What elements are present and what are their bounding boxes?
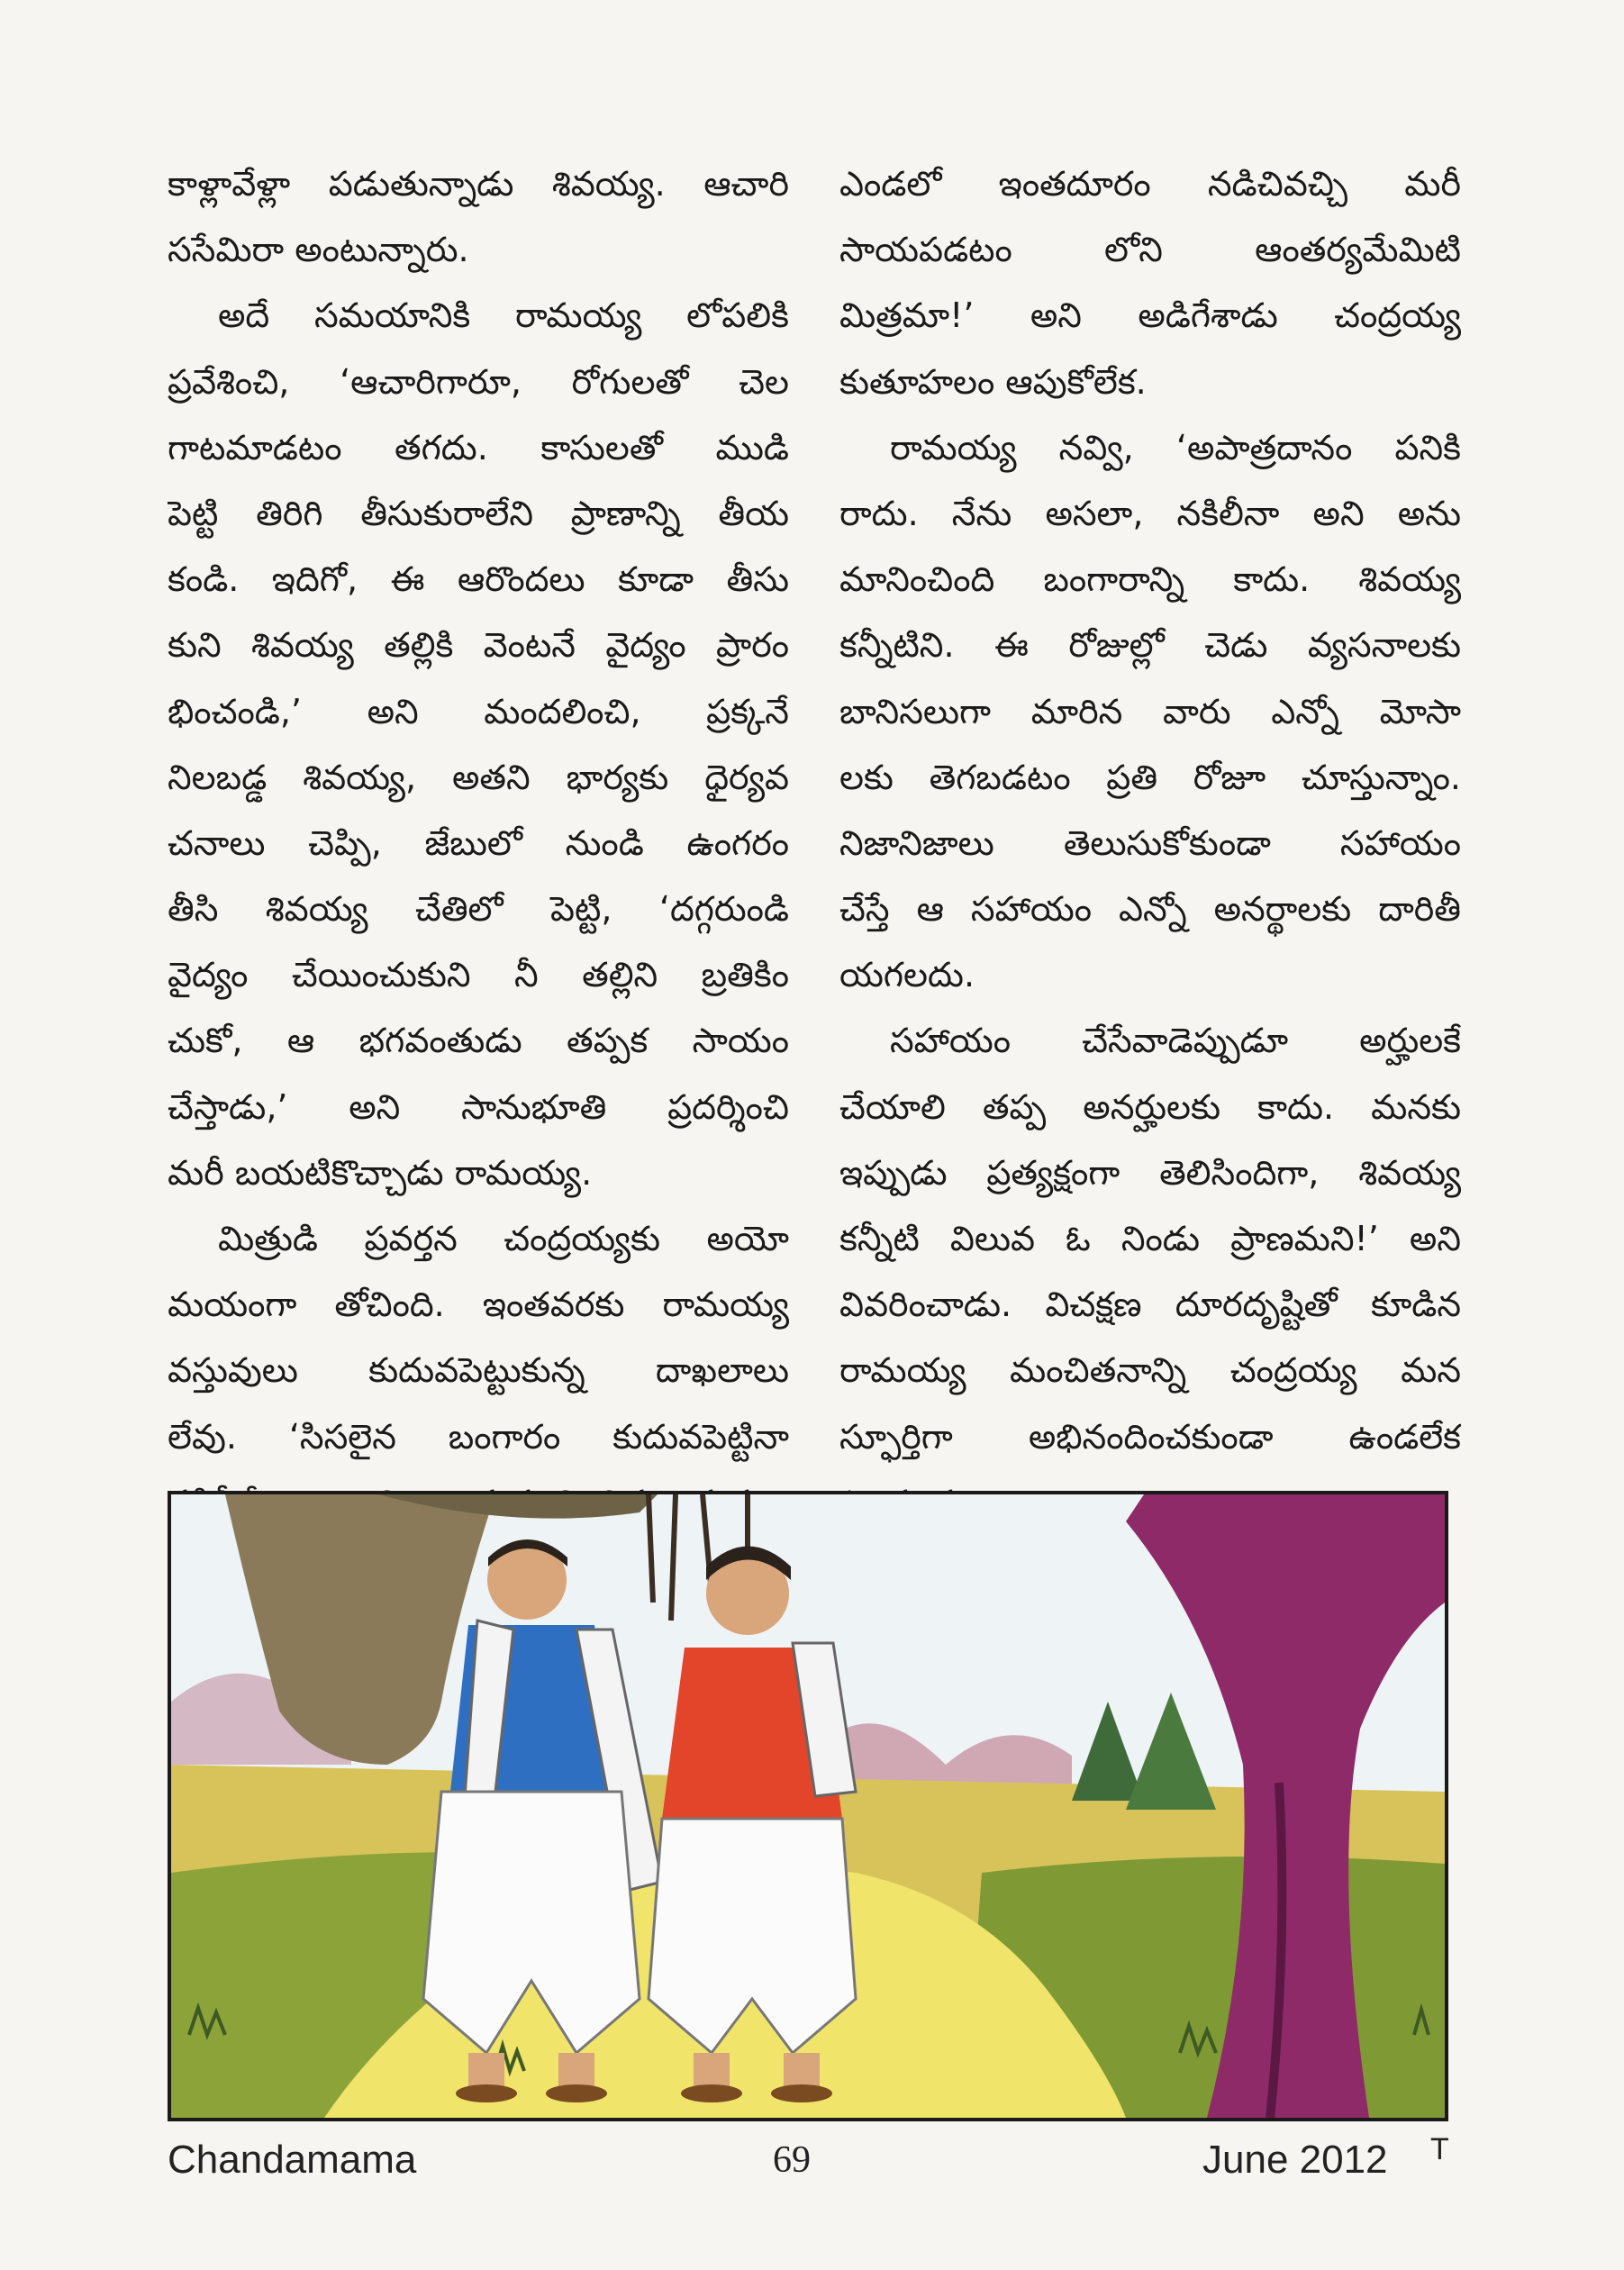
text-line: అదే సమయానికి రామయ్య లోపలికి	[218, 295, 789, 336]
text-line: చేస్తే ఆ సహాయం ఎన్నో అనర్థాలకు దారితీ	[839, 889, 1461, 930]
text-line: రామయ్య మంచితనాన్ని చంద్రయ్య మన	[839, 1350, 1461, 1391]
text-line: గాటమాడటం తగదు. కాసులతో ముడి	[168, 427, 789, 468]
text-line: భించండి,’ అని మందలించి, ప్రక్కనే	[168, 691, 789, 731]
text-line: వస్తువులు కుదువపెట్టుకున్న దాఖలాలు	[168, 1350, 789, 1391]
text-line: ఎండలో ఇంతదూరం నడిచివచ్చి మరీ	[839, 164, 1461, 204]
text-line: వివరించాడు. విచక్షణ దూరదృష్టితో కూడిన	[839, 1285, 1461, 1325]
text-line: మరీ బయటికొచ్చాడు రామయ్య.	[168, 1152, 593, 1193]
text-line: వైద్యం చేయించుకుని నీ తల్లిని బ్రతికిం	[168, 955, 789, 995]
text-line: నిజానిజాలు తెలుసుకోకుండా సహాయం	[839, 822, 1461, 863]
publication-name: Chandamama	[168, 2138, 417, 2182]
text-line: చుకో, ఆ భగవంతుడు తప్పక సాయం	[168, 1021, 789, 1061]
text-line: చనాలు చెప్పి, జేబులో నుండి ఉంగరం	[168, 822, 789, 863]
text-line: ససేమిరా అంటున్నారు.	[168, 230, 469, 270]
story-illustration	[168, 1491, 1448, 2121]
text-line: మయంగా తోచింది. ఇంతవరకు రామయ్య	[168, 1285, 789, 1325]
text-line: కన్నీటిని. ఈ రోజుల్లో చెడు వ్యసనాలకు	[839, 625, 1461, 666]
text-line: యగలదు.	[839, 955, 975, 995]
text-line: సహాయం చేసేవాడెప్పుడూ అర్హులకే	[890, 1021, 1461, 1061]
text-line: చేయాలి తప్ప అనర్హులకు కాదు. మనకు	[839, 1086, 1461, 1127]
text-line: లకు తెగబడటం ప్రతి రోజూ చూస్తున్నాం.	[839, 757, 1461, 797]
text-line: కుతూహలం ఆపుకోలేక.	[839, 361, 1147, 402]
left-column	[168, 151, 789, 1536]
text-line: కాళ్లావేళ్లా పడుతున్నాడు శివయ్య. ఆచారి	[168, 164, 789, 204]
text-line: సాయపడటం లోని ఆంతర్యమేమిటి	[839, 230, 1461, 270]
text-line: లేవు. ‘సిసలైన బంగారం కుదువపెట్టినా	[168, 1416, 789, 1457]
text-line: చేస్తాడు,’ అని సానుభూతి ప్రదర్శించి	[168, 1086, 789, 1127]
text-line: బానిసలుగా మారిన వారు ఎన్నో మోసా	[839, 691, 1461, 731]
illustration-art	[171, 1494, 1445, 2118]
text-line: తీసి శివయ్య చేతిలో పెట్టి, ‘దగ్గరుండి	[168, 889, 789, 930]
text-line: నిలబడ్డ శివయ్య, అతని భార్యకు ధైర్యవ	[168, 757, 789, 797]
corner-mark: T	[1430, 2132, 1449, 2166]
page-number: 69	[773, 2139, 811, 2181]
text-line: ప్రవేశించి, ‘ఆచారిగారూ, రోగులతో చెల	[168, 361, 789, 402]
text-line: రామయ్య నవ్వి, ‘అపాత్రదానం పనికి	[890, 427, 1461, 468]
text-line: కన్నీటి విలువ ఓ నిండు ప్రాణమని!’ అని	[839, 1219, 1461, 1258]
text-line: కుని శివయ్య తల్లికి వెంటనే వైద్యం ప్రారం	[168, 625, 789, 666]
text-line: రాదు. నేను అసలా, నకిలీనా అని అను	[839, 493, 1461, 533]
text-line: మిత్రమా!’ అని అడిగేశాడు చంద్రయ్య	[839, 295, 1461, 336]
text-line: మానించింది బంగారాన్ని కాదు. శివయ్య	[839, 559, 1461, 600]
text-line: స్ఫూర్తిగా అభినందించకుండా ఉండలేక	[839, 1416, 1461, 1457]
text-line: ఇప్పుడు ప్రత్యక్షంగా తెలిసిందిగా, శివయ్య	[839, 1152, 1461, 1193]
text-line: మిత్రుడి ప్రవర్తన చంద్రయ్యకు అయో	[218, 1219, 789, 1258]
issue-date: June 2012	[1202, 2138, 1388, 2182]
right-column	[839, 151, 1461, 1536]
text-line: కండి. ఇదిగో, ఈ ఆరొందలు కూడా తీసు	[168, 559, 789, 600]
text-line: పెట్టి తిరిగి తీసుకురాలేని ప్రాణాన్ని తీయ	[168, 493, 789, 533]
